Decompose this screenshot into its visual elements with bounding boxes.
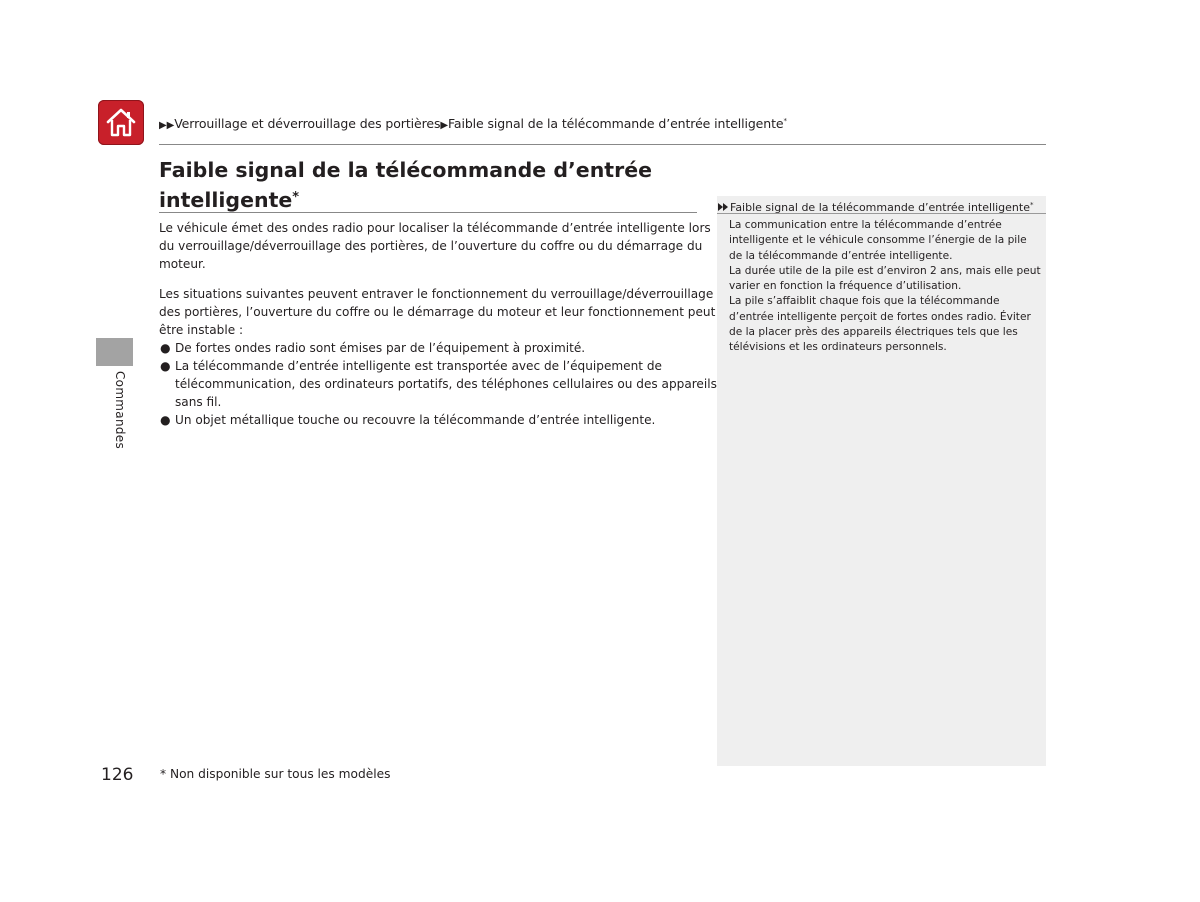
home-button[interactable] bbox=[98, 100, 144, 145]
header-divider bbox=[159, 144, 1046, 145]
sidebar-paragraph: La pile s’affaiblit chaque fois que la télécommande d’entrée intelligente perçoit de fortes ondes radio. Éviter de la placer près des appareils électriques tels que les télévisions et les ordinateurs personnels. bbox=[729, 295, 1031, 354]
list-item: ● Un objet métallique touche ou recouvre la télécommande d’entrée intelligente. bbox=[160, 413, 656, 427]
bullet-dot-icon: ● bbox=[160, 341, 171, 355]
conditions-paragraph: Les situations suivantes peuvent entraver le fonctionnement du verrouillage/déverrouillage des portières, l’ouverture du coffre ou le démarrage du moteur et leur fonctionnement peut être instable : bbox=[159, 287, 716, 337]
conditions-list bbox=[159, 339, 719, 429]
main-content bbox=[159, 219, 719, 429]
intro-paragraph: Le véhicule émet des ondes radio pour localiser la télécommande d’entrée intelligente lors du verrouillage/déverrouillage des portières, de l’ouverture du coffre ou du démarrage du moteur. bbox=[159, 221, 711, 271]
sidebar-note bbox=[717, 196, 1046, 766]
breadcrumb-star: * bbox=[783, 117, 787, 125]
breadcrumb-current: Faible signal de la télécommande d’entrée intelligente bbox=[447, 116, 784, 131]
page-number: 126 bbox=[101, 765, 134, 785]
breadcrumb-separator-icon: ▶ bbox=[440, 120, 448, 131]
page-title bbox=[159, 157, 679, 214]
sidebar-paragraph: La durée utile de la pile est d’environ 2 ans, mais elle peut varier en fonction la fréquence d’utilisation. bbox=[729, 264, 1041, 293]
section-tab-label: Commandes bbox=[113, 371, 127, 450]
section-tab[interactable] bbox=[96, 338, 133, 366]
page-title-line2: intelligente bbox=[159, 188, 293, 212]
bullet-dot-icon: ● bbox=[160, 359, 171, 373]
breadcrumb-arrow-icon: ▶▶ bbox=[159, 120, 175, 131]
breadcrumb-link-verrouillage[interactable]: Verrouillage et déverrouillage des portières bbox=[174, 116, 441, 131]
sidebar-paragraph: La communication entre la télécommande d’entrée intelligente et le véhicule consomme l’énergie de la pile de la télécommande d’entrée intelligente. bbox=[729, 219, 1027, 262]
page-title-line1: Faible signal de la télécommande d’entrée bbox=[159, 158, 653, 182]
double-triangle-marker-icon bbox=[718, 199, 728, 207]
breadcrumb bbox=[159, 116, 787, 131]
list-item: ● De fortes ondes radio sont émises par de l’équipement à proximité. bbox=[160, 341, 586, 355]
list-item: ● La télécommande d’entrée intelligente est transportée avec de l’équipement de télécommunication, des ordinateurs portatifs, des téléphones cellulaires ou des appareils sans fil. bbox=[160, 359, 717, 409]
page-title-star: * bbox=[292, 190, 300, 205]
sidebar-body bbox=[729, 218, 1041, 356]
sidebar-heading: Faible signal de la télécommande d’entrée intelligente* bbox=[717, 196, 1046, 214]
bullet-dot-icon: ● bbox=[160, 413, 171, 427]
home-icon bbox=[104, 106, 138, 139]
footnote: * Non disponible sur tous les modèles bbox=[160, 767, 391, 781]
title-divider bbox=[159, 212, 697, 213]
